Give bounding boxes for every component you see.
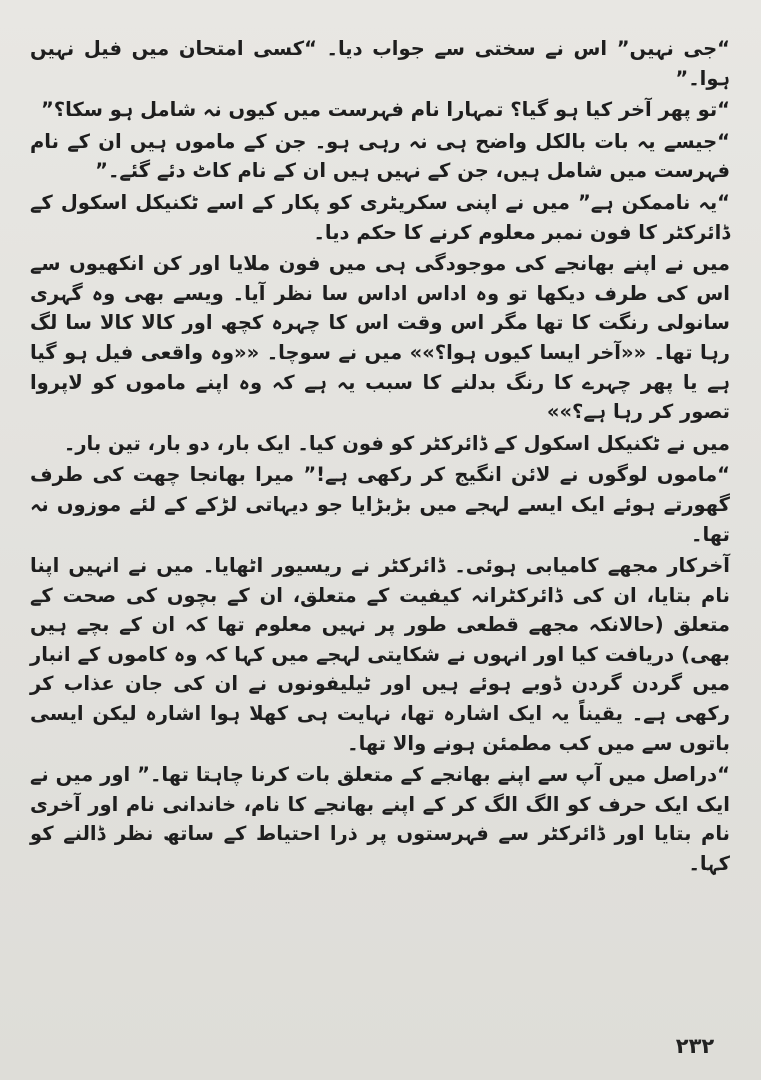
paragraph: “جی نہیں” اس نے سختی سے جواب دیا۔ “کسی امتحان میں فیل نہیں ہوا۔”	[30, 37, 730, 90]
paragraph: میں نے اپنے بھانجے کی موجودگی ہی میں فون ملایا اور کن انکھیوں سے اس کی طرف دیکھا تو وہ اداس اداس سا نظر آیا۔ ویسے بھی وہ گہری سانولی رنگت کا تھا مگر اس وقت اس کا چہرہ کچھ اور کالا کالا سا لگ رہا تھا۔ ««آخر ایسا کیوں ہوا؟»» میں نے سوچا۔ ««وہ واقعی فیل ہو گیا ہے یا پھر چہرے کا رنگ بدلنے کا سبب یہ ہے کہ وہ اپنے ماموں کو لاپروا تصور کر رہا ہے؟»»	[30, 252, 730, 424]
paragraph: “دراصل میں آپ سے اپنے بھانجے کے متعلق بات کرنا چاہتا تھا۔” اور میں نے ایک ایک حرف کو الگ الگ کر کے اپنے بھانجے کا نام، خاندانی نام اور آخری نام بتایا اور ڈائرکٹر سے فہرستوں پر ذرا احتیاط کے ساتھ نظر ڈالنے کو کہا۔	[30, 763, 730, 876]
page-number: ۲۳۲	[675, 1034, 715, 1058]
page-body-text	[30, 34, 730, 879]
paragraph: میں نے ٹکنیکل اسکول کے ڈائرکٹر کو فون کیا۔ ایک بار، دو بار، تین بار۔	[63, 431, 730, 455]
paragraph: “جیسے یہ بات بالکل واضح ہی نہ رہی ہو۔ جن کے ماموں ہیں ان کے نام فہرست میں شامل ہیں، جن کے نہیں ہیں ان کے نام کاٹ دئے گئے۔”	[30, 129, 730, 183]
paragraph: آخرکار مجھے کامیابی ہوئی۔ ڈائرکٹر نے ریسیور اٹھایا۔ میں نے انہیں اپنا نام بتایا، ان کی ڈائرکٹرانہ کیفیت کے متعلق، ان کے بچوں کی صحت کے متعلق (حالانکہ مجھے قطعی طور پر نہیں معلوم تھا کہ ان کے بچے ہیں بھی) دریافت کیا اور انہوں نے شکایتی لہجے میں کہا کہ وہ کاموں کے انبار میں گردن گردن ڈوبے ہوئے ہیں اور ٹیلیفونوں نے ان کی جان عذاب کر رکھی ہے۔ یقیناً یہ ایک اشارہ تھا، نہایت ہی کھلا ہوا اشارہ لیکن ایسی باتوں سے میں کب مطمئن ہونے والا تھا۔	[30, 554, 730, 755]
paragraph: “تو پھر آخر کیا ہو گیا؟ تمہارا نام فہرست میں کیوں نہ شامل ہو سکا؟”	[40, 98, 730, 122]
paragraph: “یہ ناممکن ہے” میں نے اپنی سکریٹری کو پکار کے اسے ٹکنیکل اسکول کے ڈائرکٹر کا فون نمبر معلوم کرنے کا حکم دیا۔	[30, 190, 730, 244]
paragraph: “ماموں لوگوں نے لائن انگیج کر رکھی ہے!” میرا بھانجا چھت کی طرف گھورتے ہوئے ایک ایسے لہجے میں بڑبڑایا جو دیہاتی لڑکے کے لئے موزوں نہ تھا۔	[30, 463, 730, 546]
